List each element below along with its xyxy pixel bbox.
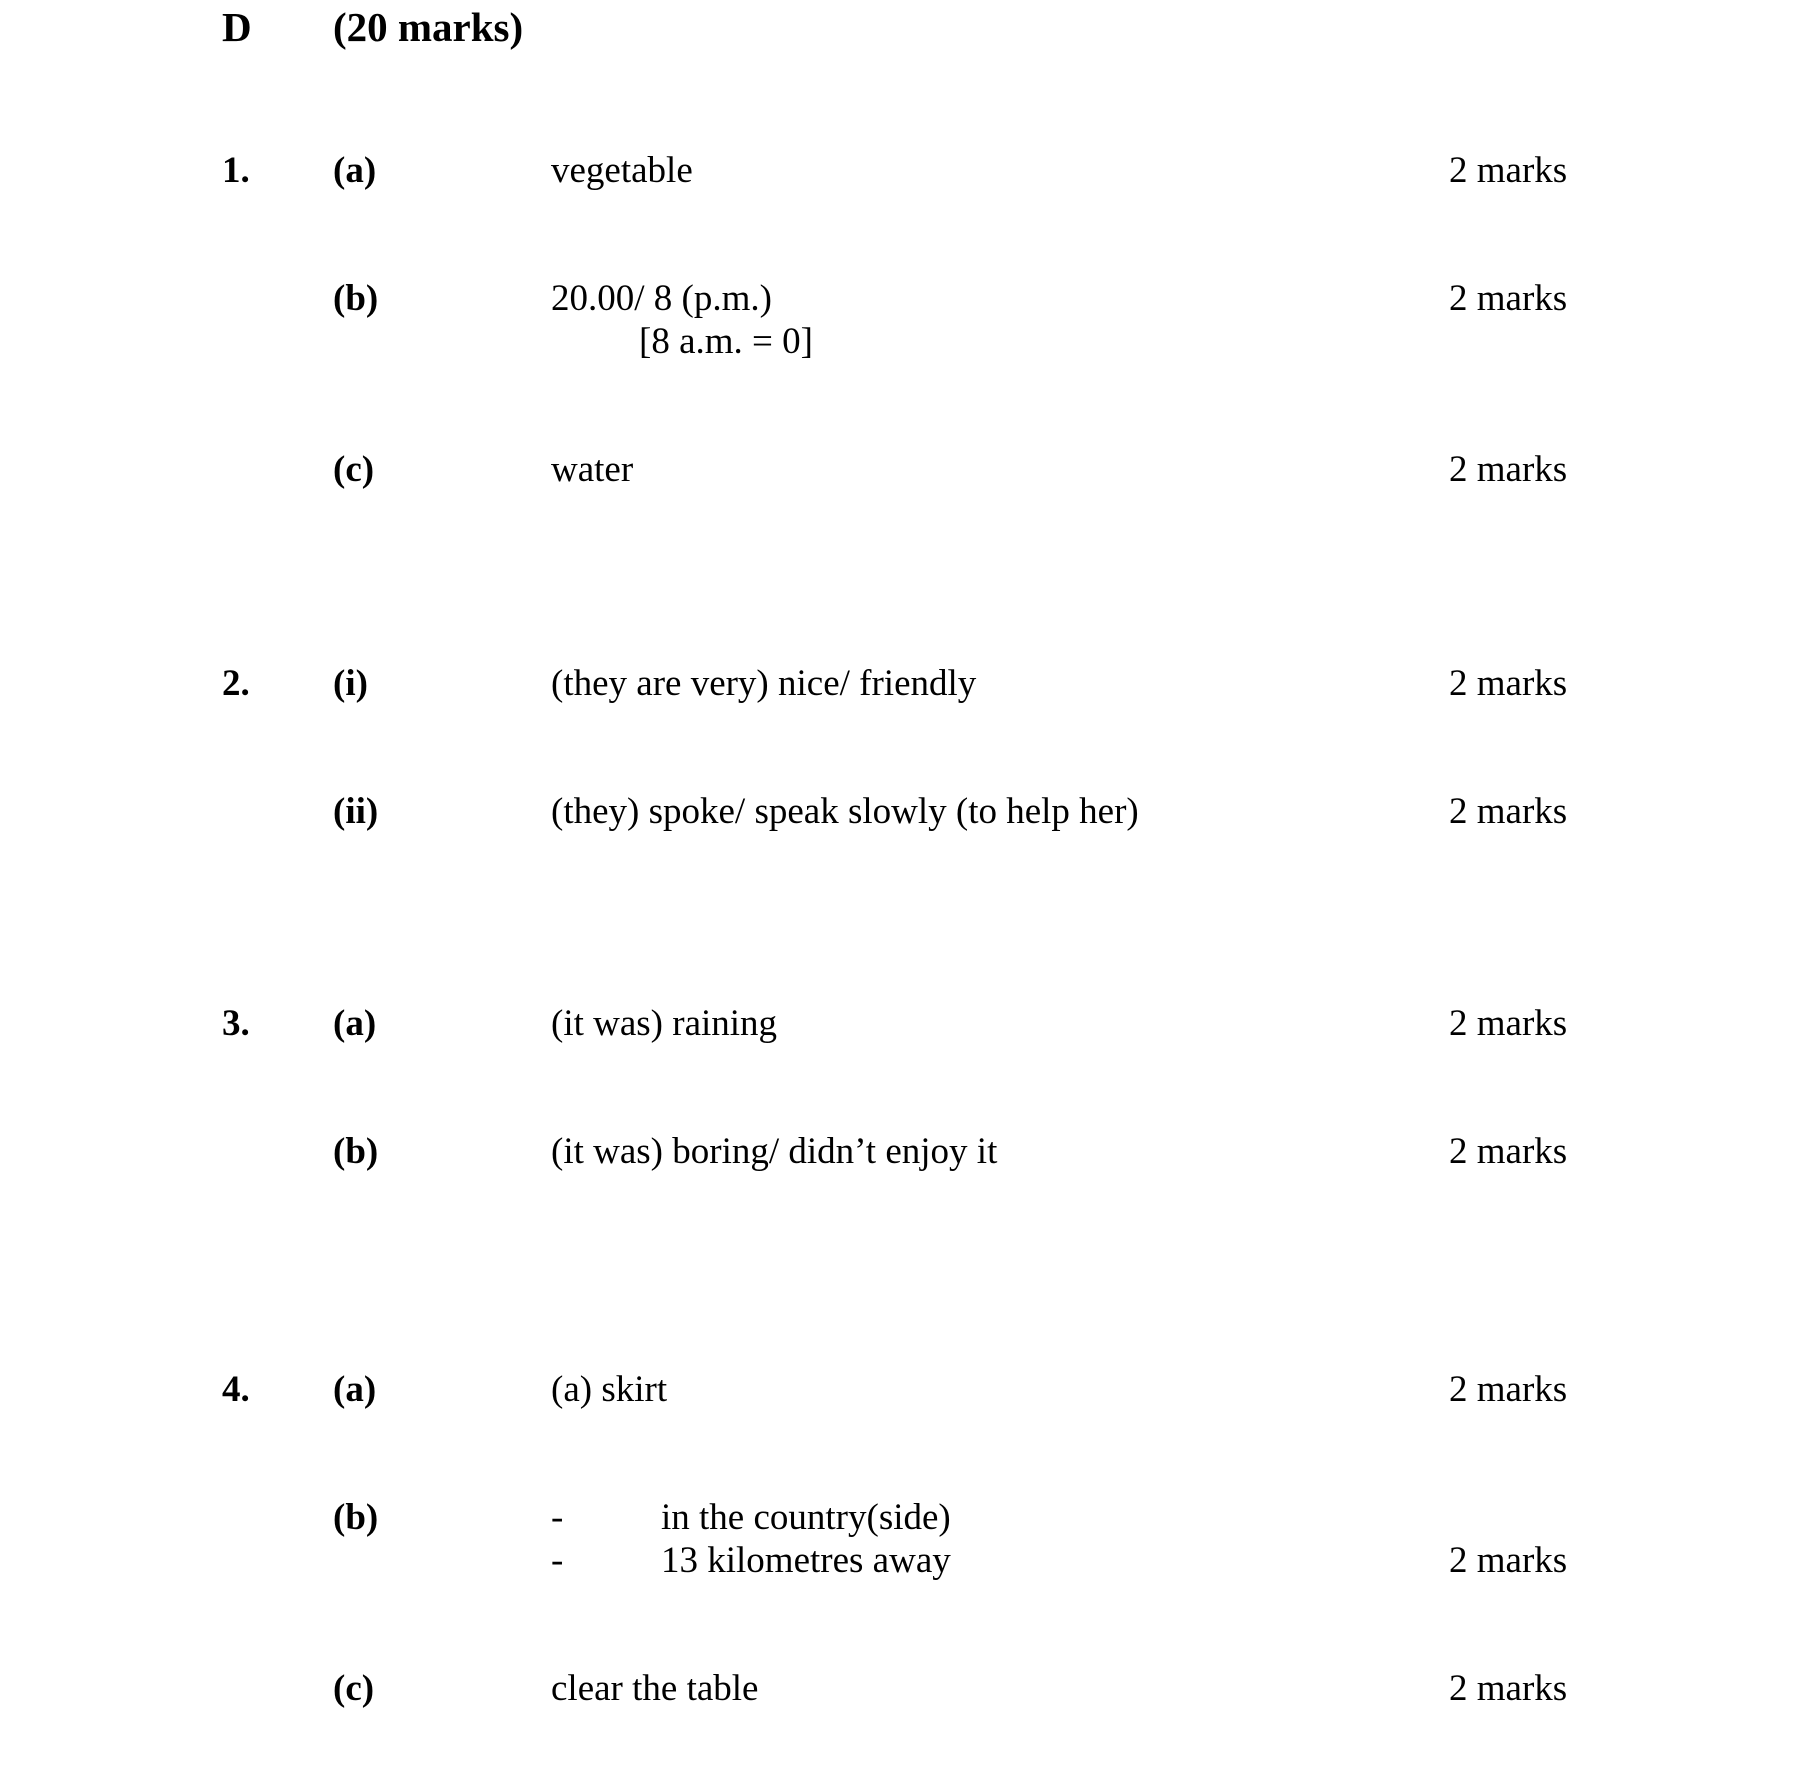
bullet-text: 13 kilometres away — [661, 1540, 951, 1581]
question-number: 3. — [222, 1003, 250, 1044]
marks-value: 2 marks — [1449, 150, 1568, 191]
question-number: 2. — [222, 663, 250, 704]
marks-value: 2 marks — [1449, 663, 1568, 704]
part-label: (a) — [333, 150, 377, 191]
marks-value: 2 marks — [1449, 449, 1568, 490]
part-label: (b) — [333, 278, 379, 319]
marks-value: 2 marks — [1449, 791, 1568, 832]
part-label: (c) — [333, 449, 375, 490]
part-label: (b) — [333, 1497, 379, 1538]
answer-text: (they) spoke/ speak slowly (to help her) — [551, 791, 1139, 832]
answer-text: vegetable — [551, 150, 693, 191]
section-total-marks: (20 marks) — [333, 4, 524, 50]
question-number: 1. — [222, 150, 250, 191]
part-label: (c) — [333, 1668, 375, 1709]
marks-value: 2 marks — [1449, 1369, 1568, 1410]
part-label: (i) — [333, 663, 368, 704]
section-label: D — [222, 4, 252, 50]
marks-value: 2 marks — [1449, 1131, 1568, 1172]
question-number: 4. — [222, 1369, 250, 1410]
marks-value: 2 marks — [1449, 1540, 1568, 1581]
answer-text: water — [551, 449, 634, 490]
marks-value: 2 marks — [1449, 1668, 1568, 1709]
part-label: (ii) — [333, 791, 379, 832]
answer-note: [8 a.m. = 0] — [639, 321, 813, 362]
part-label: (b) — [333, 1131, 379, 1172]
answer-text: (it was) raining — [551, 1003, 778, 1044]
part-label: (a) — [333, 1369, 377, 1410]
answer-text: (a) skirt — [551, 1369, 668, 1410]
marks-value: 2 marks — [1449, 1003, 1568, 1044]
answer-text: (it was) boring/ didn’t enjoy it — [551, 1131, 998, 1172]
bullet-dash: - — [551, 1540, 564, 1581]
answer-text: 20.00/ 8 (p.m.) — [551, 278, 772, 319]
part-label: (a) — [333, 1003, 377, 1044]
bullet-text: in the country(side) — [661, 1497, 951, 1538]
answer-text: clear the table — [551, 1668, 759, 1709]
marks-value: 2 marks — [1449, 278, 1568, 319]
bullet-dash: - — [551, 1497, 564, 1538]
answer-text: (they are very) nice/ friendly — [551, 663, 977, 704]
